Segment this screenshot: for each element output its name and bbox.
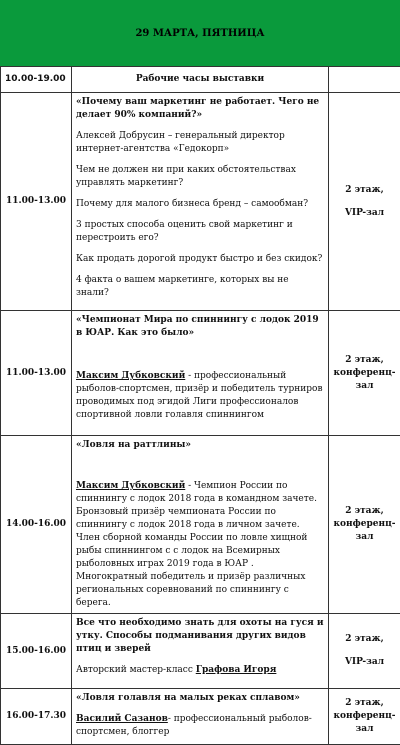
time-cell: 16.00-17.30 xyxy=(1,689,72,745)
table-row xyxy=(1,311,400,436)
speaker-name: Графова Игоря xyxy=(195,665,277,675)
schedule-table xyxy=(0,66,400,745)
event-title: Все что необходимо знать для охоты на гуся и утку. Способы подманивания других видов птиц и зверей xyxy=(76,618,324,654)
table-row xyxy=(1,93,400,311)
speaker-bio: - профессиональный рыболов-спортсмен, блоггер xyxy=(76,714,312,737)
event-description xyxy=(72,311,329,436)
event-description xyxy=(72,614,329,689)
place-room: VIP-зал xyxy=(344,657,385,667)
event-description xyxy=(72,93,329,311)
event-description xyxy=(72,436,329,614)
day-header xyxy=(0,0,400,67)
event-paragraph: Алексей Добрусин – генеральный директор интернет-агентства «Гедокорп» xyxy=(76,131,285,154)
place-room: конференц-зал xyxy=(333,519,396,542)
event-paragraph: Почему для малого бизнеса бренд – самообман? xyxy=(76,199,309,209)
place-room: конференц-зал xyxy=(333,711,396,734)
event-prefix: Авторский мастер-класс xyxy=(76,665,196,675)
event-description xyxy=(72,689,329,745)
event-paragraph: Чем не должен ни при каких обстоятельствах управлять маркетинг? xyxy=(76,165,296,188)
event-paragraph: 4 факта о вашем маркетинге, которых вы не знали? xyxy=(76,275,289,298)
event-paragraph: 3 простых способа оценить свой маркетинг и перестроить его? xyxy=(76,220,293,243)
speaker-name: Василий Сазанов xyxy=(76,714,168,724)
event-title: «Чемпионат Мира по спиннингу с лодок 2019 в ЮАР. Как это было» xyxy=(76,315,319,338)
time-cell: 11.00-13.00 xyxy=(1,311,72,436)
event-title: «Ловля голавля на малых реках сплавом» xyxy=(76,693,300,703)
place-floor: 2 этаж, xyxy=(345,354,384,365)
table-row xyxy=(1,614,400,689)
place-floor: 2 этаж, xyxy=(345,634,384,644)
time-cell: 10.00-19.00 xyxy=(1,67,72,93)
day-header-title: 29 МАРТА, ПЯТНИЦА xyxy=(135,27,265,39)
table-row xyxy=(1,67,400,93)
time-cell: 11.00-13.00 xyxy=(1,93,72,311)
speaker-bio: - Чемпион России по спиннингу с лодок 2018 года в командном зачете. Бронзовый призёр чемпионата России по спиннингу с лодок 2018 года в личном зачете. Член сборной команды России по ловле хищной рыбы спиннингом с с лодок на Всемирных рыболовных играх 2019 года в ЮАР . Многократный победитель и призёр различных региональных соревнований по спиннингу с берега. xyxy=(76,481,317,608)
event-speaker-block xyxy=(76,480,324,610)
speaker-bio: - профессиональный рыболов-спортсмен, призёр и победитель турниров проводимых под эгидой Лиги профессионалов спортивной ловли голавля спиннингом xyxy=(76,371,323,420)
place-floor: 2 этаж, xyxy=(345,698,384,708)
speaker-name: Максим Дубковский xyxy=(76,371,186,381)
event-title: «Почему ваш маркетинг не работает. Чего не делает 90% компаний?» xyxy=(76,97,320,120)
place-room: конференц-зал xyxy=(333,367,396,391)
event-speaker-block xyxy=(76,713,324,739)
table-row xyxy=(1,689,400,745)
place-cell xyxy=(329,436,400,614)
speaker-name: Максим Дубковский xyxy=(76,481,186,491)
place-cell xyxy=(329,311,400,436)
time-cell: 15.00-16.00 xyxy=(1,614,72,689)
place-room: VIP-зал xyxy=(344,207,385,218)
table-row xyxy=(1,436,400,614)
place-floor: 2 этаж, xyxy=(345,184,384,195)
time-cell: 14.00-16.00 xyxy=(1,436,72,614)
event-speaker-block xyxy=(76,664,324,677)
place-cell xyxy=(329,689,400,745)
place-cell xyxy=(329,67,400,93)
event-title: «Ловля на раттлины» xyxy=(76,440,192,450)
hours-title: Рабочие часы выставки xyxy=(72,67,329,93)
place-floor: 2 этаж, xyxy=(345,506,384,516)
event-speaker-block xyxy=(76,370,324,422)
event-paragraph: Как продать дорогой продукт быстро и без скидок? xyxy=(76,254,323,264)
place-cell xyxy=(329,93,400,311)
place-cell xyxy=(329,614,400,689)
